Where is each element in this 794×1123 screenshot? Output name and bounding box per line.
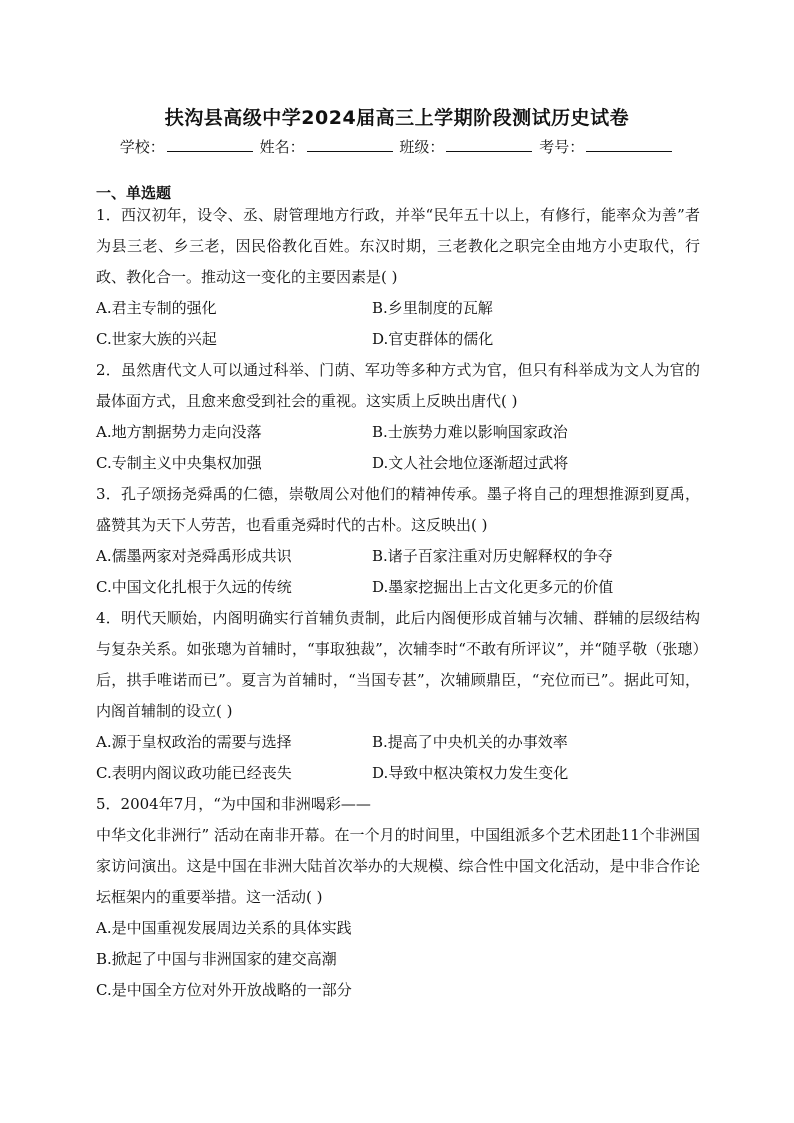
question-3 — [96, 479, 700, 603]
option-a[interactable]: A.是中国重视发展周边关系的具体实践 — [96, 919, 352, 937]
exam-title: 扶沟县高级中学2024届高三上学期阶段测试历史试卷 — [164, 107, 630, 129]
questions-list — [96, 200, 700, 1006]
option-d[interactable]: D.文人社会地位逐渐超过武将 — [372, 454, 569, 472]
option-c[interactable]: C.是中国全方位对外开放战略的一部分 — [96, 981, 352, 999]
question-5 — [96, 789, 700, 1006]
school-blank[interactable] — [167, 137, 253, 152]
question-options — [96, 541, 700, 603]
option-b[interactable]: B.乡里制度的瓦解 — [372, 299, 493, 317]
option-b[interactable]: B.诸子百家注重对历史解释权的争夺 — [372, 547, 613, 565]
option-c[interactable]: C.世家大族的兴起 — [96, 330, 217, 348]
class-blank[interactable] — [446, 137, 532, 152]
question-1 — [96, 200, 700, 355]
question-stem-line: 5．2004年7月，“为中国和非洲喝彩—— — [96, 795, 371, 813]
question-options — [96, 727, 700, 789]
option-c[interactable]: C.表明内阁议政功能已经丧失 — [96, 764, 292, 782]
exam-number-label: 考号： — [539, 138, 585, 156]
option-c[interactable]: C.专制主义中央集权加强 — [96, 454, 262, 472]
option-d[interactable]: D.官吏群体的儒化 — [372, 330, 494, 348]
question-stem-line: 中华文化非洲行” 活动在南非开幕。在一个月的时间里，中国组派多个艺术团赴11个非洲国家访问演出。这是中国在非洲大陆首次举办的大规模、综合性中国文化活动，是中非合作论坛框架内的重要举措。这一活动( ) — [96, 826, 700, 906]
school-label: 学校： — [119, 138, 165, 156]
question-stem: 2．虽然唐代文人可以通过科举、门荫、军功等多种方式为官，但只有科举成为文人为官的最体面方式，且愈来愈受到社会的重视。这实质上反映出唐代( ) — [96, 361, 700, 410]
option-b[interactable]: B.提高了中央机关的办事效率 — [372, 733, 568, 751]
exam-number-blank[interactable] — [586, 137, 672, 152]
option-a[interactable]: A.源于皇权政治的需要与选择 — [96, 733, 292, 751]
student-info-line — [0, 136, 794, 157]
option-a[interactable]: A.君主专制的强化 — [96, 299, 217, 317]
question-2 — [96, 355, 700, 479]
option-a[interactable]: A.儒墨两家对尧舜禹形成共识 — [96, 547, 292, 565]
question-options — [96, 417, 700, 479]
option-c[interactable]: C.中国文化扎根于久远的传统 — [96, 578, 292, 596]
question-stem: 4．明代天顺始，内阁明确实行首辅负责制，此后内阁便形成首辅与次辅、群辅的层级结构与复杂关系。如张璁为首辅时，“事取独裁”，次辅李时“不敢有所评议”，并“随孚敬（张璁）后，拱手唯诺而已”。夏言为首辅时，“当国专甚”，次辅顾鼎臣，“充位而已”。据此可知，内阁首辅制的设立( ) — [96, 609, 700, 720]
option-a[interactable]: A.地方割据势力走向没落 — [96, 423, 262, 441]
question-stem: 3．孔子颂扬尧舜禹的仁德，崇敬周公对他们的精神传承。墨子将自己的理想推源到夏禹，盛赞其为天下人劳苦，也看重尧舜时代的古朴。这反映出( ) — [96, 485, 700, 534]
name-label: 姓名： — [259, 138, 305, 156]
question-stem: 1．西汉初年，设令、丞、尉管理地方行政，并举“民年五十以上，有修行，能率众为善”者为县三老、乡三老，因民俗教化百姓。东汉时期，三老教化之职完全由地方小吏取代，行政、教化合一。推动这一变化的主要因素是( ) — [96, 206, 700, 286]
class-label: 班级： — [399, 138, 445, 156]
option-b[interactable]: B.掀起了中国与非洲国家的建交高潮 — [96, 950, 337, 968]
name-blank[interactable] — [307, 137, 393, 152]
section-title: 一、单选题 — [96, 184, 172, 202]
question-options — [96, 913, 700, 1006]
question-4 — [96, 603, 700, 789]
option-b[interactable]: B.士族势力难以影响国家政治 — [372, 423, 568, 441]
option-d[interactable]: D.墨家挖掘出上古文化更多元的价值 — [372, 578, 614, 596]
question-options — [96, 293, 700, 355]
option-d[interactable]: D.导致中枢决策权力发生变化 — [372, 764, 569, 782]
